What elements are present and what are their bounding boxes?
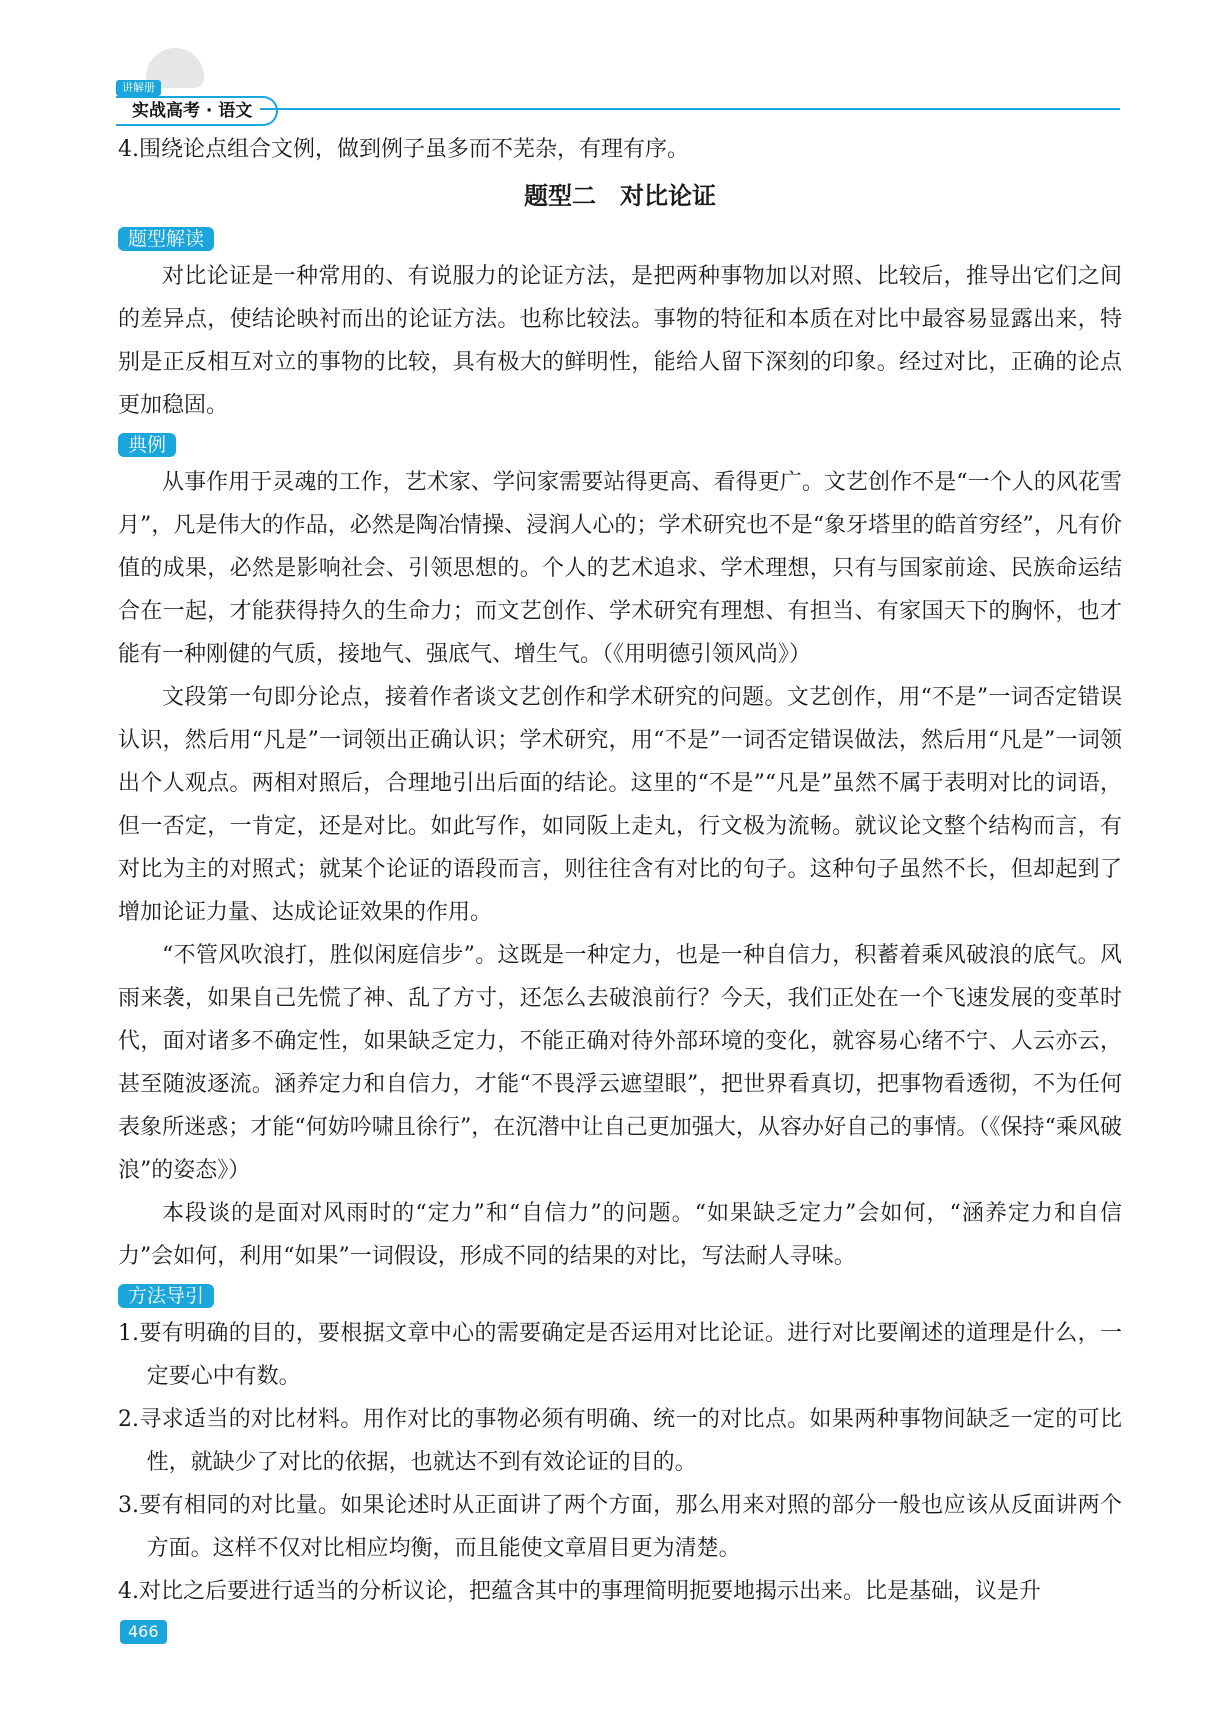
page-number: 466 (120, 1620, 167, 1644)
page-body (118, 128, 1122, 1613)
intro-item: 4.围绕论点组合文例，做到例子虽多而不芜杂，有理有序。 (118, 137, 689, 162)
method-item-4: 4.对比之后要进行适当的分析议论，把蕴含其中的事理简明扼要地揭示出来。比是基础，议是升 (118, 1579, 1041, 1604)
page-header (0, 0, 1224, 130)
example-paragraph-2: 文段第一句即分论点，接着作者谈文艺创作和学术研究的问题。文艺创作，用“不是”一词否定错误认识，然后用“凡是”一词领出正确认识；学术研究，用“不是”一词否定错误做法，然后用“凡是”一词领出个人观点。两相对照后，合理地引出后面的结论。这里的“不是”“凡是”虽然不属于表明对比的词语，但一否定，一肯定，还是对比。如此写作，如同阪上走丸，行文极为流畅。就议论文整个结构而言，有对比为主的对照式；就某个论证的语段而言，则往往含有对比的句子。这种句子虽然不长，但却起到了增加论证力量、达成论证效果的作用。 (118, 685, 1122, 925)
example-paragraph-4: 本段谈的是面对风雨时的“定力”和“自信力”的问题。“如果缺乏定力”会如何，“涵养定力和自信力”会如何，利用“如果”一词假设，形成不同的结果的对比，写法耐人寻味。 (118, 1201, 1122, 1269)
example-paragraph-1: 从事作用于灵魂的工作，艺术家、学问家需要站得更高、看得更广。文艺创作不是“一个人的风花雪月”，凡是伟大的作品，必然是陶冶情操、浸润人心的；学术研究也不是“象牙塔里的皓首穷经”，凡有价值的成果，必然是影响社会、引领思想的。个人的艺术追求、学术理想，只有与国家前途、民族命运结合在一起，才能获得持久的生命力；而文艺创作、学术研究有理想、有担当、有家国天下的胸怀，也才能有一种刚健的气质，接地气、强底气、增生气。（《用明德引领风尚》） (118, 470, 1122, 667)
interpretation-paragraph: 对比论证是一种常用的、有说服力的论证方法，是把两种事物加以对照、比较后，推导出它们之间的差异点，使结论映衬而出的论证方法。也称比较法。事物的特征和本质在对比中最容易显露出来，特别是正反相互对立的事物的比较，具有极大的鲜明性，能给人留下深刻的印象。经过对比，正确的论点更加稳固。 (118, 264, 1122, 418)
label-method: 方法导引 (118, 1284, 214, 1308)
method-item-3: 3.要有相同的对比量。如果论述时从正面讲了两个方面，那么用来对照的部分一般也应该从反面讲两个方面。这样不仅对比相应均衡，而且能使文章眉目更为清楚。 (118, 1493, 1122, 1561)
header-rule (260, 108, 1120, 110)
label-interpretation: 题型解读 (118, 227, 214, 251)
section-title: 题型二 对比论证 (524, 181, 716, 210)
method-item-2: 2.寻求适当的对比材料。用作对比的事物必须有明确、统一的对比点。如果两种事物间缺乏一定的可比性，就缺少了对比的依据，也就达不到有效论证的目的。 (118, 1407, 1122, 1475)
example-paragraph-3: “不管风吹浪打，胜似闲庭信步”。这既是一种定力，也是一种自信力，积蓄着乘风破浪的底气。风雨来袭，如果自己先慌了神、乱了方寸，还怎么去破浪前行？今天，我们正处在一个飞速发展的变革时代，面对诸多不确定性，如果缺乏定力，不能正确对待外部环境的变化，就容易心绪不宁、人云亦云，甚至随波逐流。涵养定力和自信力，才能“不畏浮云遮望眼”，把世界看真切，把事物看透彻，不为任何表象所迷惑；才能“何妨吟啸且徐行”，在沉潜中让自己更加强大，从容办好自己的事情。（《保持“乘风破浪”的姿态》） (118, 943, 1122, 1183)
label-example: 典例 (118, 433, 176, 457)
method-item-1: 1.要有明确的目的，要根据文章中心的需要确定是否运用对比论证。进行对比要阐述的道理是什么，一定要心中有数。 (118, 1321, 1122, 1389)
header-tag: 讲解册 (116, 80, 161, 96)
header-title: 实战高考 · 语文 (116, 96, 278, 126)
